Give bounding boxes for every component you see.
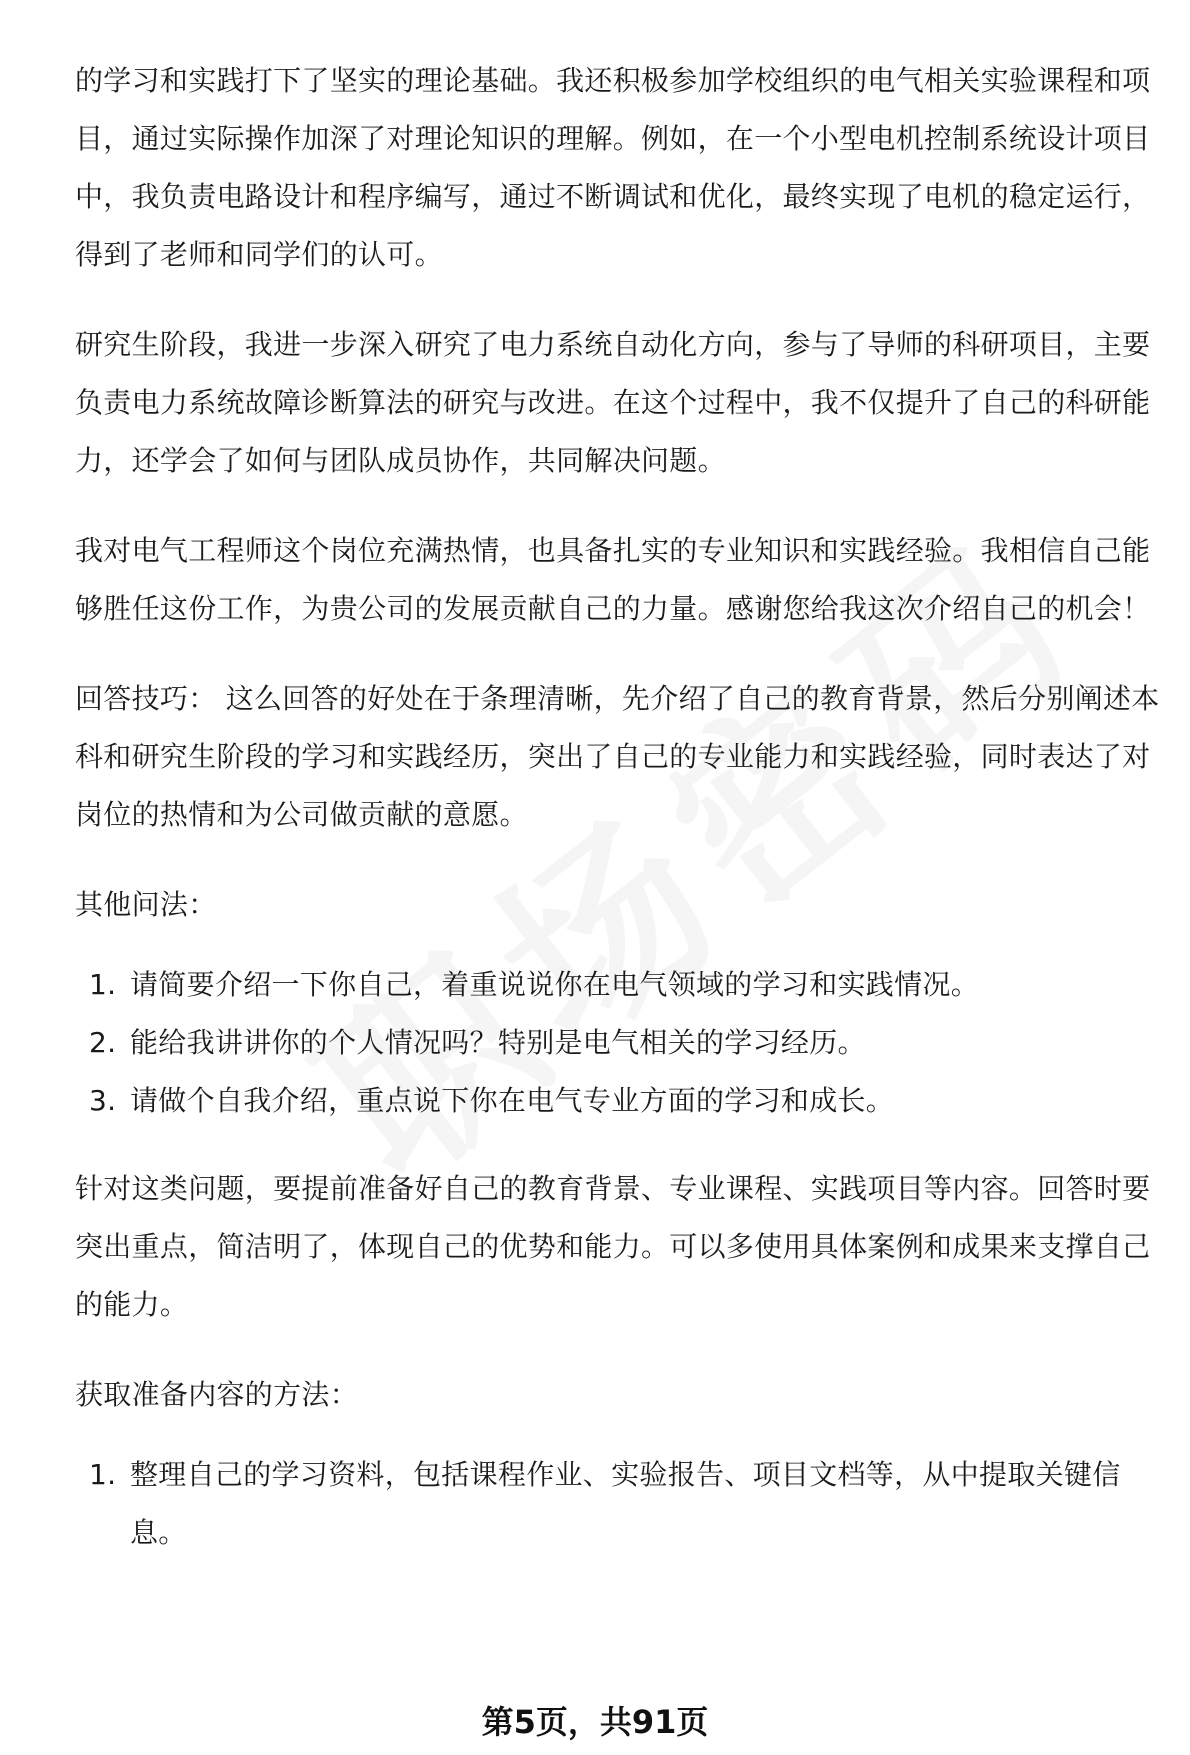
list-item-text: 请简要介绍一下你自己，着重说说你在电气领域的学习和实践情况。 xyxy=(130,968,980,1001)
heading-other-questions: 其他问法： xyxy=(75,888,217,921)
list-item-text: 能给我讲讲你的个人情况吗？特别是电气相关的学习经历。 xyxy=(130,1026,866,1059)
list-item xyxy=(75,1014,1165,1072)
preparation-methods-list xyxy=(75,1446,1165,1562)
list-number: 3. xyxy=(89,1084,117,1117)
page-number-footer: 第5页，共91页 xyxy=(481,1703,709,1741)
list-item-text: 整理自己的学习资料，包括课程作业、实验报告、项目文档等，从中提取关键信息。 xyxy=(130,1458,1121,1549)
list-number: 1. xyxy=(89,1458,117,1491)
paragraph-preparation-advice: 针对这类问题，要提前准备好自己的教育背景、专业课程、实践项目等内容。回答时要突出重点，简洁明了，体现自己的优势和能力。可以多使用具体案例和成果来支撑自己的能力。 xyxy=(75,1172,1151,1321)
list-item xyxy=(75,956,1165,1014)
paragraph-conclusion: 我对电气工程师这个岗位充满热情，也具备扎实的专业知识和实践经验。我相信自己能够胜任这份工作，为贵公司的发展贡献自己的力量。感谢您给我这次介绍自己的机会！ xyxy=(75,534,1151,625)
list-number: 1. xyxy=(89,968,117,1001)
list-item xyxy=(75,1446,1165,1562)
paragraph-answer-tips: 回答技巧： 这么回答的好处在于条理清晰，先介绍了自己的教育背景，然后分别阐述本科和研究生阶段的学习和实践经历，突出了自己的专业能力和实践经验，同时表达了对岗位的热情和为公司做贡献的意愿。 xyxy=(75,682,1160,831)
document-body xyxy=(75,52,1165,1592)
other-questions-list xyxy=(75,956,1165,1130)
list-number: 2. xyxy=(89,1026,117,1059)
list-item xyxy=(75,1072,1165,1130)
paragraph-graduate-stage: 研究生阶段，我进一步深入研究了电力系统自动化方向，参与了导师的科研项目，主要负责电力系统故障诊断算法的研究与改进。在这个过程中，我不仅提升了自己的科研能力，还学会了如何与团队成员协作，共同解决问题。 xyxy=(75,328,1151,477)
paragraph-undergrad-practice: 的学习和实践打下了坚实的理论基础。我还积极参加学校组织的电气相关实验课程和项目，通过实际操作加深了对理论知识的理解。例如，在一个小型电机控制系统设计项目中，我负责电路设计和程序编写，通过不断调试和优化，最终实现了电机的稳定运行，得到了老师和同学们的认可。 xyxy=(75,64,1151,271)
list-item-text: 请做个自我介绍，重点说下你在电气专业方面的学习和成长。 xyxy=(130,1084,895,1117)
heading-preparation-methods: 获取准备内容的方法： xyxy=(75,1378,359,1411)
